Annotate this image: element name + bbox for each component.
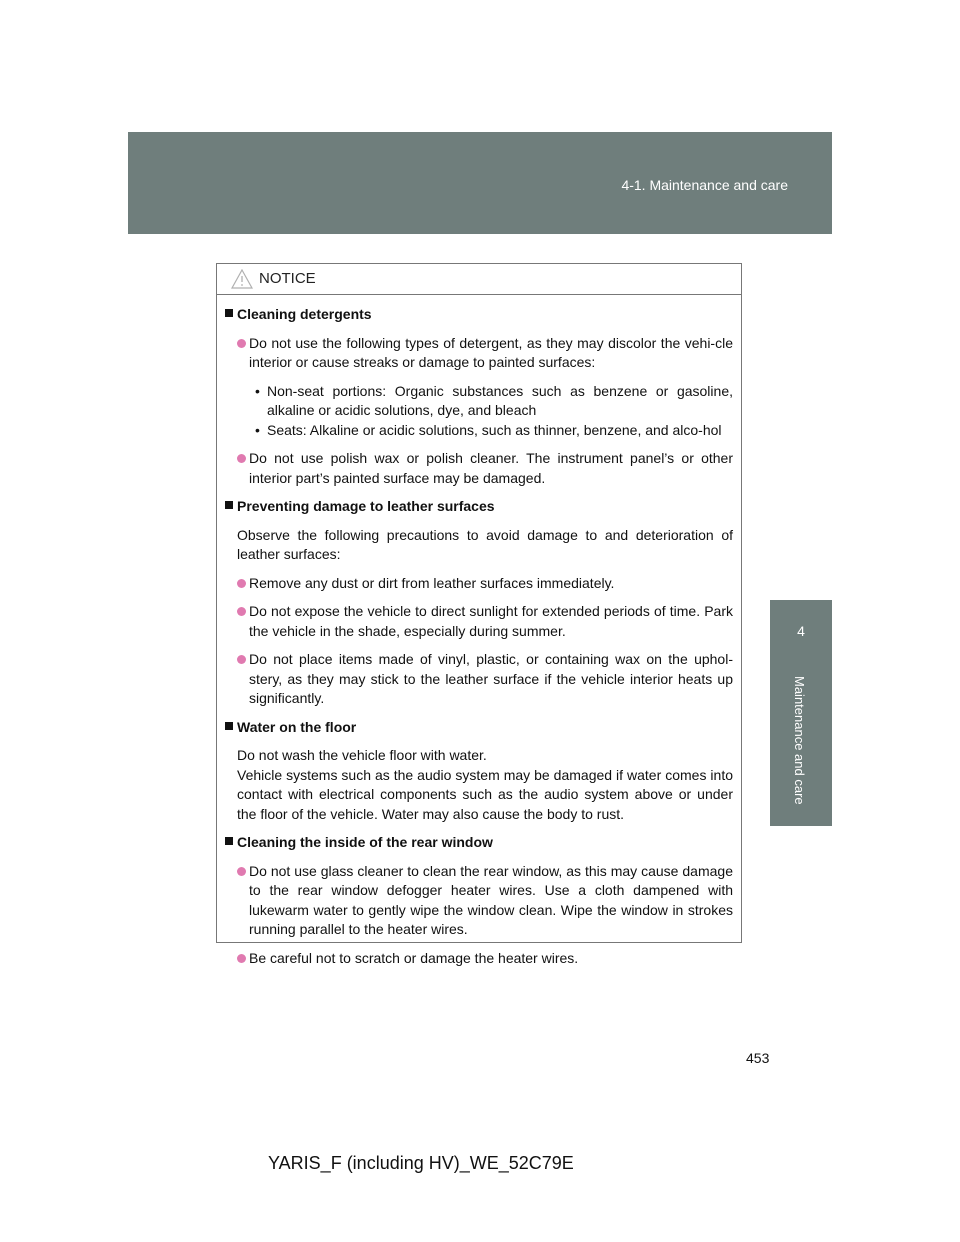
notice-body bbox=[217, 295, 741, 968]
chapter-number: 4 bbox=[797, 623, 805, 639]
section-heading: 4-1. Maintenance and care bbox=[621, 177, 788, 193]
notice-title: NOTICE bbox=[259, 270, 316, 287]
round-bullet-icon bbox=[237, 607, 246, 616]
paragraph: Observe the following precautions to avoid damage to and deterioration of leather surfaces: bbox=[237, 526, 733, 562]
warning-icon bbox=[231, 269, 253, 289]
bullet-item: Do not place items made of vinyl, plastic, or containing wax on the uphol-stery, as they may stick to the leather surface if the vehicle interior heats up significantly. bbox=[225, 650, 733, 709]
bullet-item: Do not use polish wax or polish cleaner. The instrument panel’s or other interior part’s painted surface may be damaged. bbox=[225, 449, 733, 488]
square-bullet-icon bbox=[225, 722, 233, 730]
round-bullet-icon bbox=[237, 339, 246, 348]
dot-bullet-icon: • bbox=[255, 421, 260, 438]
section-title: Preventing damage to leather surfaces bbox=[225, 497, 733, 517]
bullet-item: Do not use glass cleaner to clean the rear window, as this may cause damage to the rear window defogger heater wires. Use a cloth dampened with lukewarm water to gently wipe the window clean. Wipe the window in strokes running parallel to the heater wires. bbox=[225, 862, 733, 940]
section-cleaning-detergents bbox=[225, 305, 733, 488]
round-bullet-icon bbox=[237, 454, 246, 463]
sub-item: • Seats: Alkaline or acidic solutions, such as thinner, benzene, and alco-hol bbox=[225, 421, 733, 441]
bullet-item: Do not expose the vehicle to direct sunlight for extended periods of time. Park the vehicle in the shade, especially during summer. bbox=[225, 602, 733, 641]
page-number: 453 bbox=[746, 1050, 770, 1066]
square-bullet-icon bbox=[225, 837, 233, 845]
sub-item: • Non-seat portions: Organic substances such as benzene or gasoline, alkaline or acidic solutions, dye, and bleach bbox=[255, 382, 733, 418]
bullet-item: Remove any dust or dirt from leather surfaces immediately. bbox=[225, 574, 733, 594]
chapter-label: Maintenance and care bbox=[792, 676, 807, 805]
section-water-floor bbox=[225, 718, 733, 825]
round-bullet-icon bbox=[237, 579, 246, 588]
bullet-item: Do not use the following types of detergent, as they may discolor the vehi-cle interior or cause streaks or damage to painted surfaces: bbox=[225, 334, 733, 373]
paragraph: Do not wash the vehicle floor with water. bbox=[237, 747, 487, 763]
section-leather-surfaces bbox=[225, 497, 733, 709]
round-bullet-icon bbox=[237, 655, 246, 664]
notice-header bbox=[217, 264, 741, 295]
footer-code: YARIS_F (including HV)_WE_52C79E bbox=[268, 1153, 574, 1173]
paragraph: Vehicle systems such as the audio system may be damaged if water comes into contact with electrical components such as the audio system above or under the floor of the vehicle. Water may also cause the body to rust. bbox=[237, 766, 733, 822]
dot-bullet-icon: • bbox=[255, 382, 260, 399]
notice-box bbox=[216, 263, 742, 966]
sub-list bbox=[225, 382, 733, 441]
section-title: Cleaning the inside of the rear window bbox=[225, 833, 733, 853]
chapter-label-tab bbox=[770, 666, 832, 826]
round-bullet-icon bbox=[237, 867, 246, 876]
square-bullet-icon bbox=[225, 501, 233, 509]
header-band bbox=[128, 132, 832, 234]
bullet-item: Be careful not to scratch or damage the heater wires. bbox=[225, 949, 733, 969]
section-title: Cleaning detergents bbox=[225, 305, 733, 325]
square-bullet-icon bbox=[225, 309, 233, 317]
section-title: Water on the floor bbox=[225, 718, 733, 738]
chapter-tab bbox=[770, 600, 832, 666]
section-rear-window bbox=[225, 833, 733, 968]
round-bullet-icon bbox=[237, 954, 246, 963]
